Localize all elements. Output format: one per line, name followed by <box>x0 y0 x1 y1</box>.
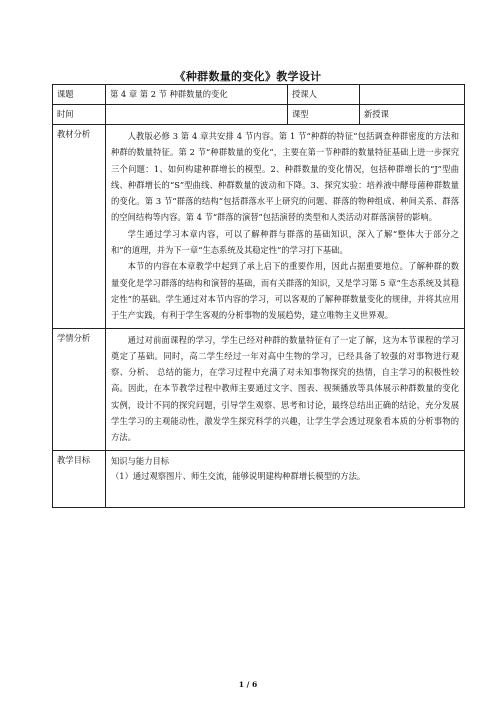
goal-item-1: （1）通过观察图片、师生交流，能够说明建构种群增长模型的方法。 <box>111 470 366 481</box>
teaching-goals-label: 教学目标 <box>53 450 106 507</box>
student-analysis-label: 学情分析 <box>53 328 106 450</box>
goal-heading: 知识与能力目标 <box>111 455 170 466</box>
teacher-label: 授课人 <box>288 85 360 105</box>
topic-label: 课题 <box>53 85 106 105</box>
page-number: 1 / 6 <box>238 680 258 689</box>
time-value <box>106 105 288 125</box>
teaching-goals-content <box>106 450 465 507</box>
material-paragraph-2: 学生通过学习本章内容，可以了解种群与群落的基础知识，深入了解“整体大于部分之和”的道理，并为下一章“生态系统及其稳定性”的学习打下基础。 <box>111 228 459 256</box>
type-label: 课型 <box>288 105 360 125</box>
time-row <box>53 105 465 125</box>
material-analysis-label: 教材分析 <box>53 125 106 329</box>
student-analysis-content <box>106 328 465 450</box>
lesson-plan-table <box>52 84 465 508</box>
material-analysis-row <box>53 125 465 329</box>
teaching-goals-row <box>53 450 465 507</box>
teacher-value <box>360 85 465 105</box>
topic-row <box>53 85 465 105</box>
time-label: 时间 <box>53 105 106 125</box>
type-value: 新授课 <box>360 105 465 125</box>
material-analysis-content <box>106 125 465 329</box>
student-paragraph-1: 通过对前面课程的学习，学生已经对种群的数量特征有了一定了解，这为本节课程的学习奠定了基础。同时，高二学生经过一年对高中生物的学习，已经具备了较强的对事物进行观察、分析、 总结的能力，在学习过程中充满了对未知事物探究的热情，自主学习的积极性较高。因此，在本节教学过程中教师主要通过文字、图表、视频播放等具体展示种群数量的变化实例，设计不同的探究问题，引导学生观察、思考和讨论，最终总结出正确的结论，充分发展学生学习的主观能动性，激发学生探究科学的兴趣，让学生学会透过现象看本质的分析事物的方法。 <box>111 334 459 443</box>
topic-value: 第 4 章 第 2 节 种群数量的变化 <box>106 85 288 105</box>
student-analysis-row <box>53 328 465 450</box>
material-paragraph-3: 本节的内容在本章教学中起到了承上启下的重要作用，因此占据重要地位。了解种群的数量变化是学习群落的结构和演替的基础，而有关群落的知识，又是学习第 5 章“生态系统及其稳定性”的基础。学生通过对本节内容的学习，可以客观的了解种群数量变化的规律，并将其应用于生产实践，有利于学生客观的分析事物的发展趋势，建立唯物主义世界观。 <box>111 261 459 321</box>
document-title: 《种群数量的变化》教学设计 <box>174 70 322 83</box>
material-paragraph-1: 人教版必修 3 第 4 章共安排 4 节内容。第 1 节“种群的特征”包括调查种群密度的方法和种群的数量特征。第 2 节“种群数量的变化”，主要在第一节种群的数量特征基础上进一步探究三个问题：1、如何构建种群增长的模型。2、种群数量的变化情况，包括种群增长的“J”型曲线、种群增长的“S”型曲线、种群数量的波动和下降。3、探究实验：培养液中酵母菌种群数量的变化。第 3 节“群落的结构”包括群落水平上研究的问题、群落的物种组成、种间关系、群落的空间结构等内容。第 4 节“群落的演替”包括演替的类型和人类活动对群落演替的影响。 <box>111 131 459 223</box>
